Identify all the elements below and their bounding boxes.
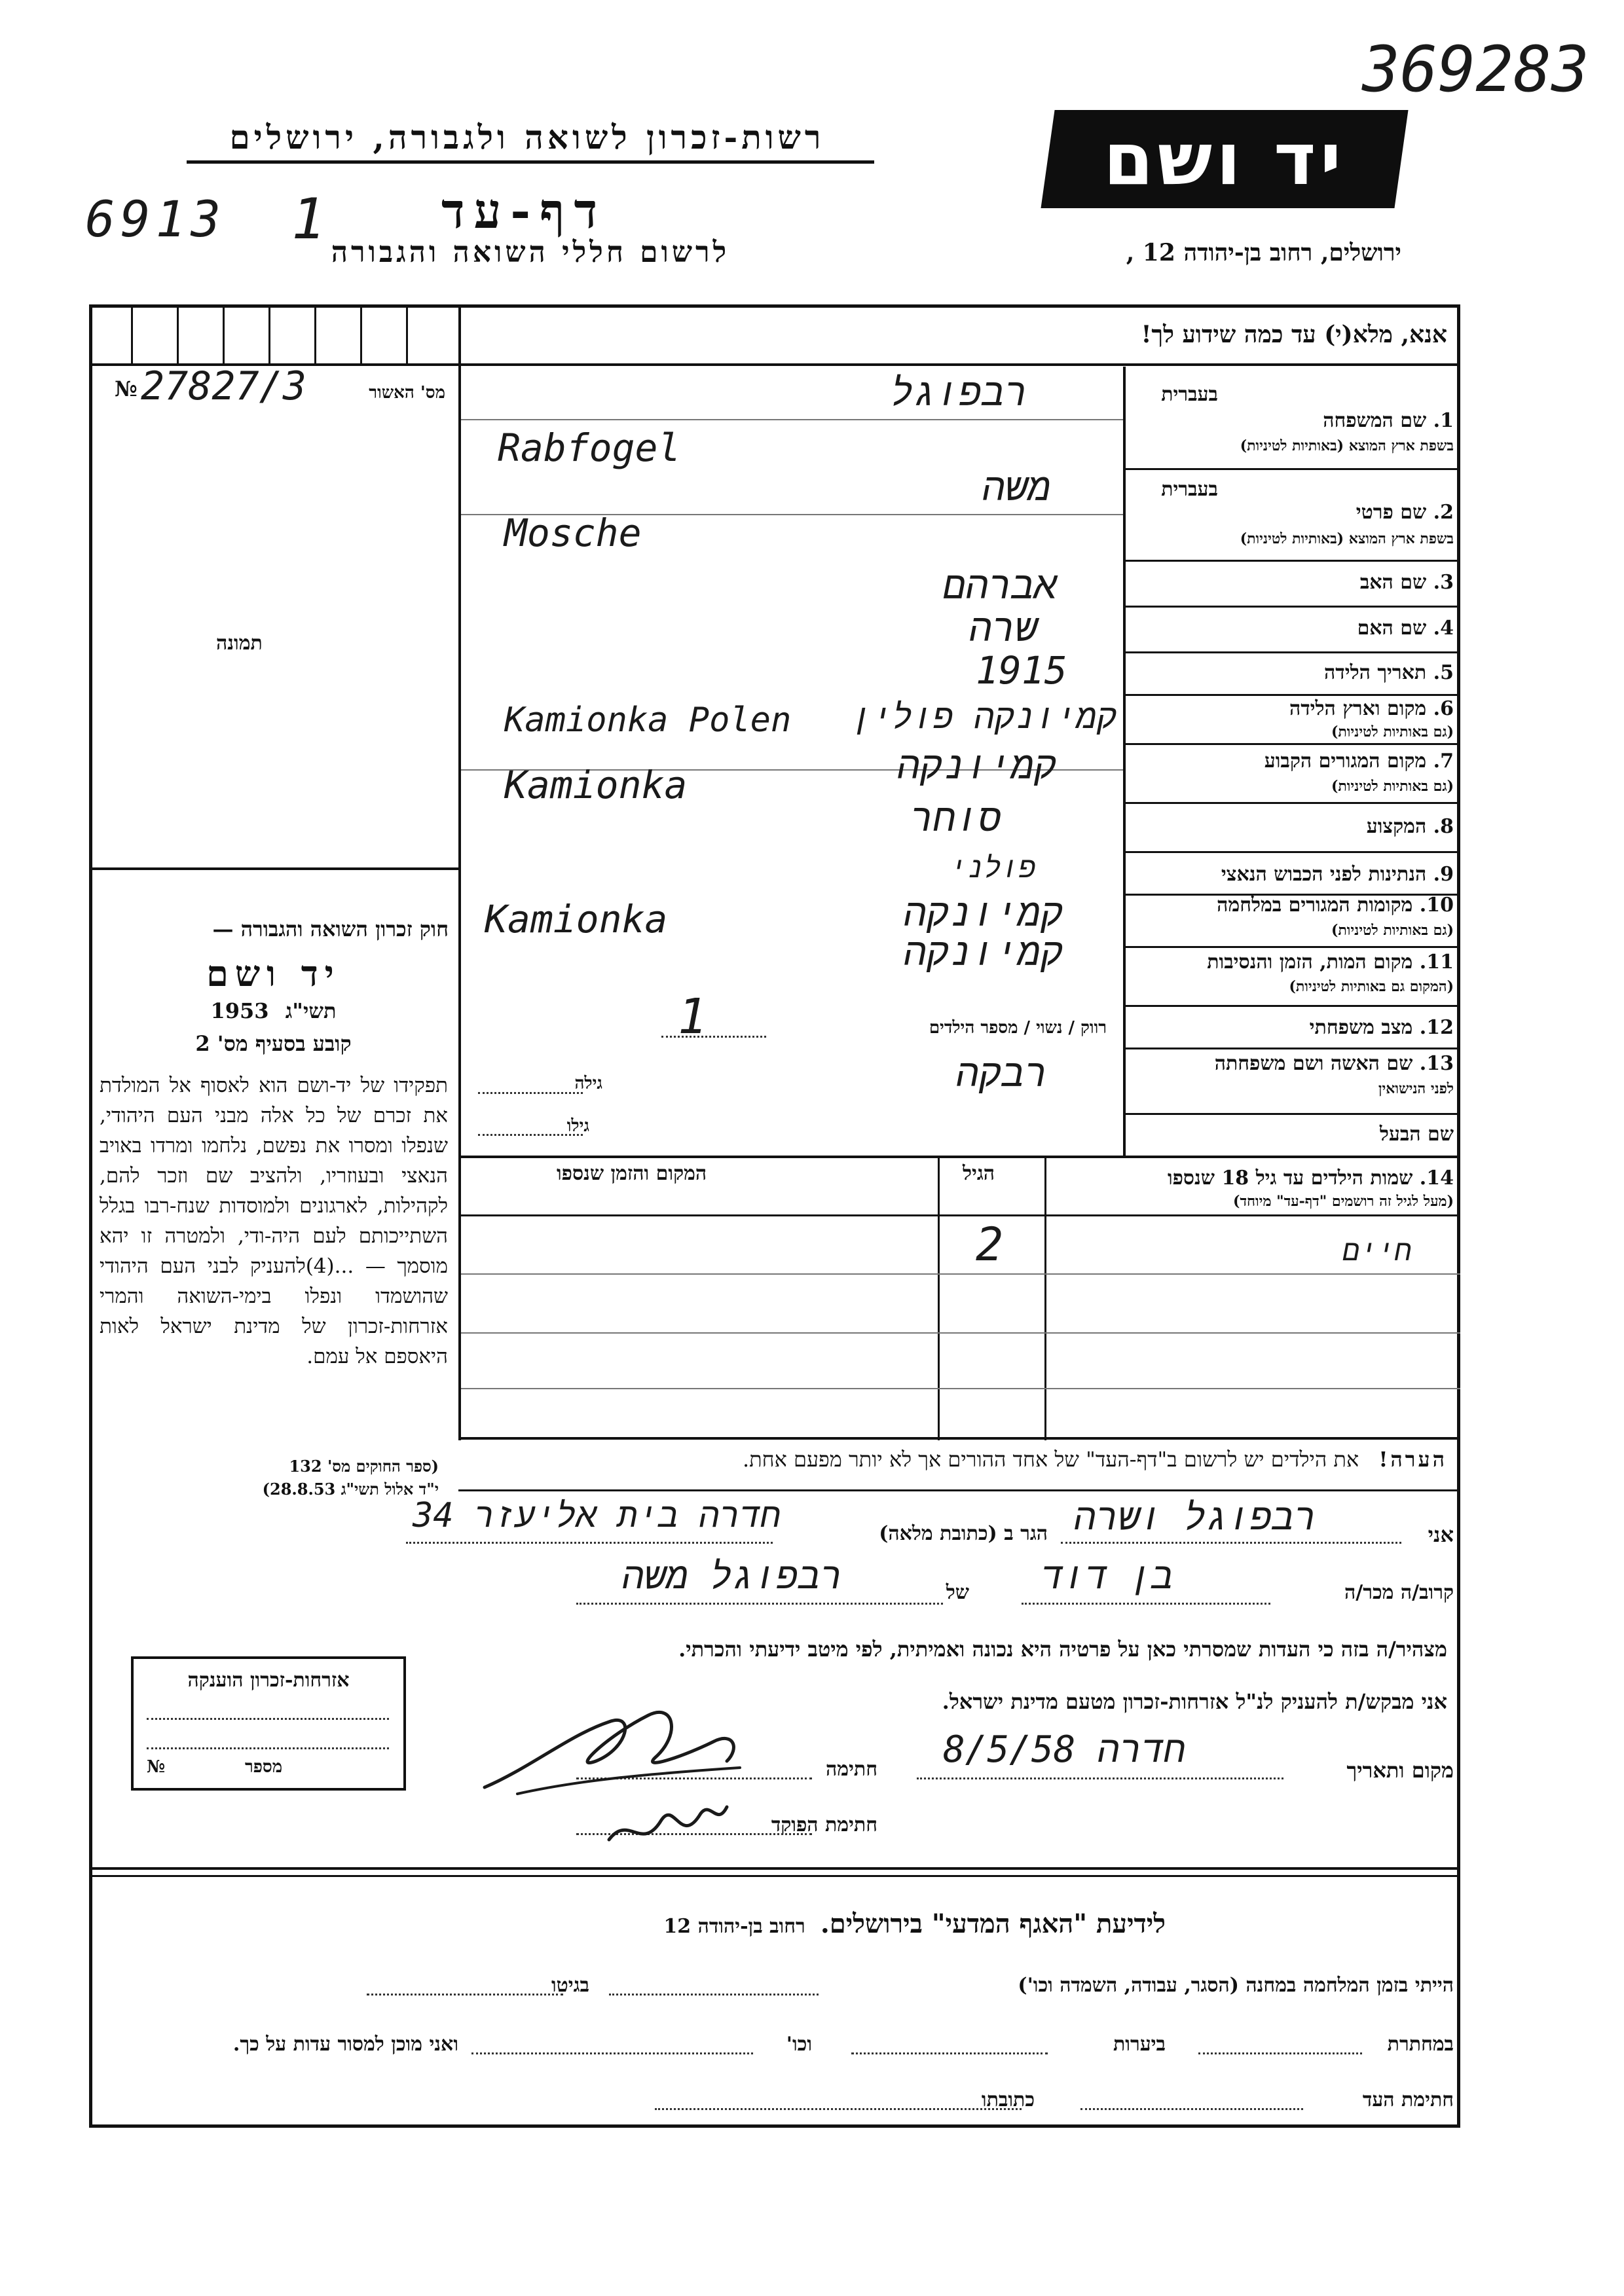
citizenship-box-dots-2 — [147, 1747, 389, 1749]
field-10-number: 10. — [1419, 894, 1454, 917]
row-sep-4 — [1125, 651, 1460, 653]
field-10-label — [1217, 894, 1454, 917]
field-11-text: מקום המות, הזמן והנסיבות — [1207, 951, 1413, 974]
field-11-value[interactable]: קמיונקה — [904, 930, 1063, 974]
intro-row-line — [458, 363, 1460, 366]
note-label: הערה! — [1378, 1447, 1447, 1472]
wife-age-dots — [478, 1092, 583, 1094]
children-title — [1168, 1167, 1454, 1190]
declaration-text: מצהיר/ה בזה כי העדות שמסרתי כאן על פרטיה היא נכונה ואמיתית, לפי מיטב ידיעתי והכרתי. — [678, 1637, 1447, 1662]
approval-no-symbol: № — [115, 376, 138, 401]
authority-underline — [187, 160, 874, 164]
label-column-divider — [1123, 367, 1126, 1156]
field-4-text: שם האם — [1357, 617, 1427, 640]
field-10-value-hebrew[interactable]: קמיונקה — [904, 890, 1063, 935]
field-2-text: שם פרטי — [1356, 501, 1427, 524]
relation-dots — [1022, 1603, 1270, 1605]
field-5-number: 5. — [1433, 661, 1454, 684]
law-clause: קובע בסעיף מס' 2 — [195, 1031, 352, 1056]
field-2-lang-tag: בעברית — [1161, 478, 1218, 501]
field-2-number: 2. — [1433, 501, 1454, 524]
field-5-text: תאריך הלידה — [1324, 661, 1427, 684]
field-1-lang-tag: בעברית — [1161, 383, 1218, 406]
field-2-sublabel: בשפת ארץ המוצא (באותיות לטיניות) — [1240, 530, 1454, 547]
field-6-text: מקום וארץ הלידה — [1289, 697, 1427, 720]
law-name: יד ושם — [206, 953, 341, 994]
citizenship-box — [131, 1656, 406, 1791]
law-body: תפקידו של יד-ושם הוא לאסוף אל המולדת את זכרם של כל אלה מבני העם היהודי, שנפלו ומסרו את נפשם, נלחמו ומרדו באויב הנאצי ובעוזריו, ולהציב שם וזכר להם, לקהילות, לארגונים ולמוסדות שנח-רבו בגלל השתייכותם לעם היה-ודי, ולמטרה זו יהא מוסמך — ...(4)להעניק לבני העם היהודי שהושמדו ונפלו בימי-השואה והמרי אזרחות-זכרון של מדינת ישראל לאות היאספם אל עמם. — [100, 1074, 448, 1368]
declarant-address[interactable]: חדרה בית אליעזר 34 — [413, 1496, 781, 1535]
request-text: אני מבקש/ת להעניק לנ"ל אזרחות-זכרון מטעם מדינת ישראל. — [942, 1689, 1447, 1714]
field-13-sublabel: לפני הנישואין — [1378, 1080, 1454, 1097]
field-5-label — [1324, 661, 1454, 684]
answer-sep-1 — [461, 419, 1123, 420]
field-13-text: שם האשה ושם משפחתה — [1214, 1052, 1413, 1075]
field-11-sublabel: (המקום גם באותיות לטיניות) — [1289, 978, 1454, 995]
children-col-divider-2 — [1044, 1156, 1046, 1440]
children-col-divider-1 — [938, 1156, 940, 1440]
bottom-ghetto-label: בגיטו — [551, 1974, 589, 1997]
of-label: של — [946, 1581, 969, 1604]
row-sep-1 — [1125, 468, 1460, 470]
form-subtitle: לרשום חללי השואה והגבורה — [331, 236, 730, 269]
bottom-separator-1 — [89, 1867, 1460, 1870]
field-1-sublabel: בשפת ארץ המוצא (באותיות לטיניות) — [1240, 437, 1454, 454]
citizenship-number-label: מספר — [245, 1757, 283, 1777]
logo-lettering: יד ושם — [1103, 117, 1346, 201]
note-bottom-line — [458, 1489, 1460, 1491]
note-text: את הילדים יש לרשום ב"דף-העד" של אחד ההורים אך לא יותר מפעם אחת. — [742, 1447, 1359, 1472]
signature-label: חתימה — [826, 1758, 877, 1781]
field-4-number: 4. — [1433, 617, 1454, 640]
field-1-label — [1323, 409, 1454, 432]
of-name-dots — [576, 1603, 943, 1605]
declarant-name-dots — [1061, 1542, 1401, 1544]
field-10-sublabel: (גם באותיות לטיניות) — [1331, 922, 1454, 939]
field-11-number: 11. — [1419, 951, 1454, 974]
bottom-address-label: כתובתו — [981, 2088, 1035, 2111]
field-1-number: 1. — [1433, 409, 1454, 432]
field-3-number: 3. — [1433, 571, 1454, 594]
field-5-value[interactable]: 1915 — [976, 648, 1067, 693]
children-sublabel: (מעל לגיל זה רושמים "דף-עד" מיוחד) — [1233, 1193, 1454, 1210]
children-head-line — [461, 1214, 1460, 1216]
field-6-label — [1289, 697, 1454, 720]
bottom-underground-label: במחתרת — [1387, 2033, 1454, 2056]
field-6-value-latin[interactable]: Kamionka Polen — [504, 701, 792, 740]
declarant-i-label: אני — [1428, 1522, 1454, 1547]
children-col-age: הגיל — [963, 1162, 995, 1185]
bottom-notice-address: רחוב בן-יהודה 12 — [663, 1915, 805, 1938]
declarant-lives-label: הגר ב (כתובת מלאה) — [879, 1522, 1048, 1545]
field-6-number: 6. — [1433, 697, 1454, 720]
field-2-value-latin[interactable]: Mosche — [504, 511, 642, 555]
row-sep-11 — [1125, 1005, 1460, 1007]
row-sep-6 — [1125, 743, 1460, 745]
photo-area-bottom — [92, 867, 458, 870]
relation-value[interactable]: בן דוד — [1041, 1555, 1173, 1597]
field-1-value-hebrew[interactable]: רבפוגל — [891, 370, 1027, 414]
law-reference-1: (ספר החוקים מס' 132 — [289, 1457, 439, 1476]
child-1-name[interactable]: חיים — [1342, 1234, 1412, 1267]
wife-age-label: גילה — [574, 1074, 602, 1093]
bottom-witness-signature-dots — [1080, 2108, 1303, 2110]
approval-cells — [92, 308, 458, 363]
note-top-line — [458, 1437, 1460, 1440]
row-sep-2 — [1125, 560, 1460, 562]
field-3-text: שם האב — [1359, 571, 1427, 594]
field-7-number: 7. — [1433, 750, 1454, 773]
row-sep-3 — [1125, 606, 1460, 608]
bottom-etc-label: וכו' — [786, 2033, 812, 2056]
children-row-line-2 — [461, 1332, 1460, 1334]
citizenship-box-dots-1 — [147, 1718, 389, 1720]
archive-number: 369283 — [1362, 33, 1589, 106]
field-11-label — [1207, 951, 1454, 974]
place-date-dots — [917, 1777, 1283, 1779]
row-sep-5 — [1125, 694, 1460, 696]
field-8-number: 8. — [1433, 815, 1454, 838]
children-top-line — [458, 1156, 1460, 1158]
address-line: ירושלים, רחוב בן-יהודה 12 , — [1126, 239, 1401, 266]
bottom-address-dots — [655, 2108, 1022, 2110]
field-1-value-latin[interactable]: Rabfogel — [498, 426, 681, 470]
declarant-name[interactable]: רבפוגל ושרה — [1074, 1496, 1316, 1539]
note-row — [471, 1447, 1447, 1472]
yad-vashem-logo — [1041, 110, 1408, 208]
field-13-number: 13. — [1419, 1052, 1454, 1075]
official-signature-label: חתימת הפוקד — [771, 1813, 877, 1836]
official-signature — [602, 1787, 733, 1859]
children-row-line-3 — [461, 1388, 1460, 1389]
field-9-text: הנתינות לפני הכבוש הנאצי — [1221, 863, 1427, 886]
field-12-text: מצב משפחתי — [1309, 1016, 1413, 1039]
field-7-sublabel: (גם באותיות לטיניות) — [1331, 778, 1454, 795]
field-10-value-latin[interactable]: Kamionka — [485, 897, 668, 941]
field-3-value[interactable]: אברהם — [943, 563, 1058, 608]
field-6-value-hebrew[interactable]: קמיונקה פולין — [851, 697, 1117, 737]
child-1-age[interactable]: 2 — [976, 1218, 1004, 1271]
field-13-value[interactable]: רבקה — [956, 1051, 1048, 1095]
field-9-number: 9. — [1433, 863, 1454, 886]
field-13-label — [1215, 1052, 1454, 1075]
field-2-value-hebrew[interactable]: משה — [982, 465, 1051, 509]
children-number: 14. — [1419, 1167, 1454, 1190]
field-6-sublabel: (גם באותיות לטיניות) — [1331, 723, 1454, 740]
of-name-value[interactable]: רבפוגל משה — [622, 1555, 843, 1597]
field-9-label — [1221, 863, 1454, 886]
place-date-value[interactable]: חדרה 8/5/58 — [943, 1728, 1186, 1771]
children-row-line-1 — [461, 1273, 1460, 1275]
husband-age-label: גילו — [566, 1116, 589, 1136]
field-12-value[interactable]: 1 — [678, 989, 707, 1045]
row-sep-12 — [1125, 1048, 1460, 1049]
field-3-label — [1360, 571, 1454, 594]
bottom-forests-label: ביערות — [1113, 2033, 1166, 2056]
law-title: חוק זכרון השואה והגבורה — — [212, 917, 449, 941]
approval-label: מס' האשור — [369, 383, 445, 403]
field-2-label — [1356, 501, 1454, 524]
citizenship-no-symbol: № — [147, 1757, 166, 1777]
field-12-number: 12. — [1419, 1016, 1454, 1039]
field-8-value[interactable]: סוחר — [910, 795, 1002, 840]
place-date-label: מקום ותאריך — [1346, 1758, 1454, 1783]
row-sep-7 — [1125, 802, 1460, 804]
husband-label: שם הבעל — [1379, 1123, 1454, 1146]
page-reference-mark: 1 — [291, 187, 325, 252]
field-8-text: המקצוע — [1366, 815, 1427, 838]
law-year: 1953 — [210, 998, 269, 1023]
declarant-address-dots — [406, 1542, 773, 1544]
field-1-text: שם המשפחה — [1323, 409, 1427, 432]
bottom-notice-text: לידיעת "האגף המדעי" בירושלים. — [820, 1908, 1166, 1939]
field-7-value-hebrew[interactable]: קמיונקה — [897, 743, 1057, 788]
form-title: דף-עד — [441, 183, 607, 240]
field-9-value[interactable]: פולני — [950, 851, 1037, 884]
photo-label: תמונה — [216, 632, 263, 655]
bottom-camp-label: הייתי בזמן המלחמה במחנה (הסגר, עבודה, השמדה וכו') — [1018, 1974, 1454, 1997]
bottom-etc-dots — [471, 2052, 753, 2054]
field-12-label — [1310, 1016, 1454, 1039]
row-sep-13 — [1125, 1113, 1460, 1115]
authority-line: רשות-זכרון לשואה ולגבורה, ירושלים — [229, 118, 825, 156]
bottom-camp-dots — [609, 1994, 819, 1995]
intro-text: אנא, מלא(י) עד כמה שידוע לך! — [1141, 321, 1447, 348]
bottom-separator-2 — [89, 1875, 1460, 1877]
bottom-witness-signature-label: חתימת העד — [1362, 2088, 1454, 2111]
field-4-label — [1357, 617, 1454, 640]
bottom-notice — [471, 1908, 1166, 1939]
row-sep-8 — [1125, 851, 1460, 853]
law-year-line — [98, 998, 449, 1023]
page-reference: 6913 — [85, 190, 227, 248]
husband-age-dots — [478, 1134, 583, 1136]
citizenship-box-title: אזרחות-זכרון הוענקה — [187, 1669, 350, 1692]
marital-status-options: רווק / נשוי / מספר הילדים — [929, 1018, 1107, 1038]
bottom-underground-dots — [1198, 2052, 1362, 2054]
children-col-place: המקום והזמן שנספו — [557, 1162, 707, 1185]
marital-status-dots — [661, 1036, 766, 1038]
field-7-label — [1264, 750, 1454, 773]
field-4-value[interactable]: שרה — [969, 606, 1038, 650]
left-column-divider — [458, 308, 461, 1440]
bottom-forests-dots — [851, 2052, 1048, 2054]
field-7-text: מקום המגורים הקבוע — [1264, 750, 1427, 773]
row-sep-10 — [1125, 946, 1460, 948]
field-8-label — [1367, 815, 1454, 838]
bottom-testimony-label: ואני מוכן למסור עדות על כך. — [232, 2033, 458, 2056]
approval-number: 27827/3 — [141, 363, 306, 409]
field-7-value-latin[interactable]: Kamionka — [504, 763, 688, 807]
law-reference-2: י"ד אלול תשי"ג 28.8.53) — [262, 1480, 439, 1499]
bottom-ghetto-dots — [367, 1994, 563, 1995]
field-10-text: מקומות המגורים במלחמה — [1217, 894, 1413, 917]
children-title-text: שמות הילדים עד גיל 18 שנספו — [1167, 1167, 1413, 1190]
law-year-hebrew: תשי"ג — [285, 998, 337, 1023]
relative-label: קרוב/ה מכר/ה — [1344, 1581, 1454, 1604]
